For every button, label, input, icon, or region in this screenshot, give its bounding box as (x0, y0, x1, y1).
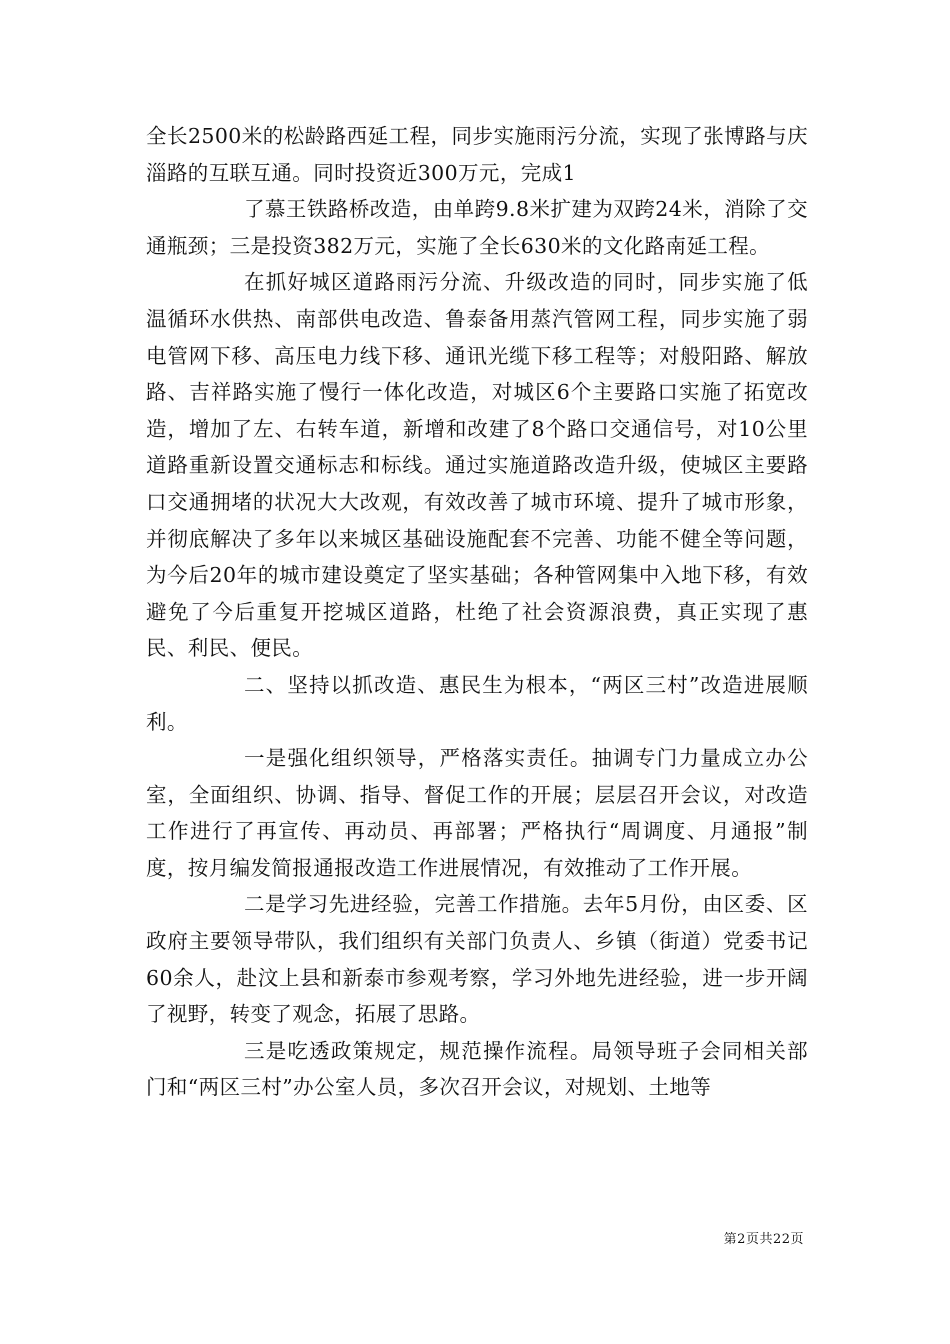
page-number-footer: 第2页共22页 (723, 1232, 804, 1247)
paragraph-7: 三是吃透政策规定，规范操作流程。局领导班子会同相关部门和“两区三村”办公室人员，多次召开会议，对规划、土地等 (146, 1038, 808, 1100)
paragraph-6: 二是学习先进经验，完善工作措施。去年5月份，由区委、区政府主要领导带队，我们组织有关部门负责人、乡镇（街道）党委书记60余人，赴汶上县和新泰市参观考察，学习外地先进经验，进一步开阔了视野，转变了观念，拓展了思路。 (146, 892, 808, 1027)
section-heading: 二、坚持以抓改造、惠民生为根本，“两区三村”改造进展顺利。 (146, 672, 808, 734)
paragraph-5: 一是强化组织领导，严格落实责任。抽调专门力量成立办公室，全面组织、协调、指导、督促工作的开展；层层召开会议，对改造工作进行了再宣传、再动员、再部署；严格执行“周调度、月通报”制度，按月编发简报通报改造工作进展情况，有效推动了工作开展。 (146, 746, 808, 880)
paragraph-3: 在抓好城区道路雨污分流、升级改造的同时，同步实施了低温循环水供热、南部供电改造、鲁泰备用蒸汽管网工程，同步实施了弱电管网下移、高压电力线下移、通讯光缆下移工程等；对般阳路、解放路、吉祥路实施了慢行一体化改造，对城区6个主要路口实施了拓宽改造，增加了左、右转车道，新增和改建了8个路口交通信号，对10公里道路重新设置交通标志和标线。通过实施道路改造升级，使城区主要路口交通拥堵的状况大大改观，有效改善了城市环境、提升了城市形象，并彻底解决了多年以来城区基础设施配套不完善、功能不健全等问题，为今后20年的城市建设奠定了坚实基础；各种管网集中入地下移，有效避免了今后重复开挖城区道路，杜绝了社会资源浪费，真正实现了惠民、利民、便民。 (146, 270, 808, 661)
paragraph-2: 了慕王铁路桥改造，由单跨9.8米扩建为双跨24米，消除了交通瓶颈；三是投资382万元，实施了全长630米的文化路南延工程。 (146, 197, 808, 258)
paragraph-1: 全长2500米的松龄路西延工程，同步实施雨污分流，实现了张博路与庆淄路的互联互通。同时投资近300万元，完成1 (146, 124, 808, 185)
document-body (146, 118, 808, 1106)
